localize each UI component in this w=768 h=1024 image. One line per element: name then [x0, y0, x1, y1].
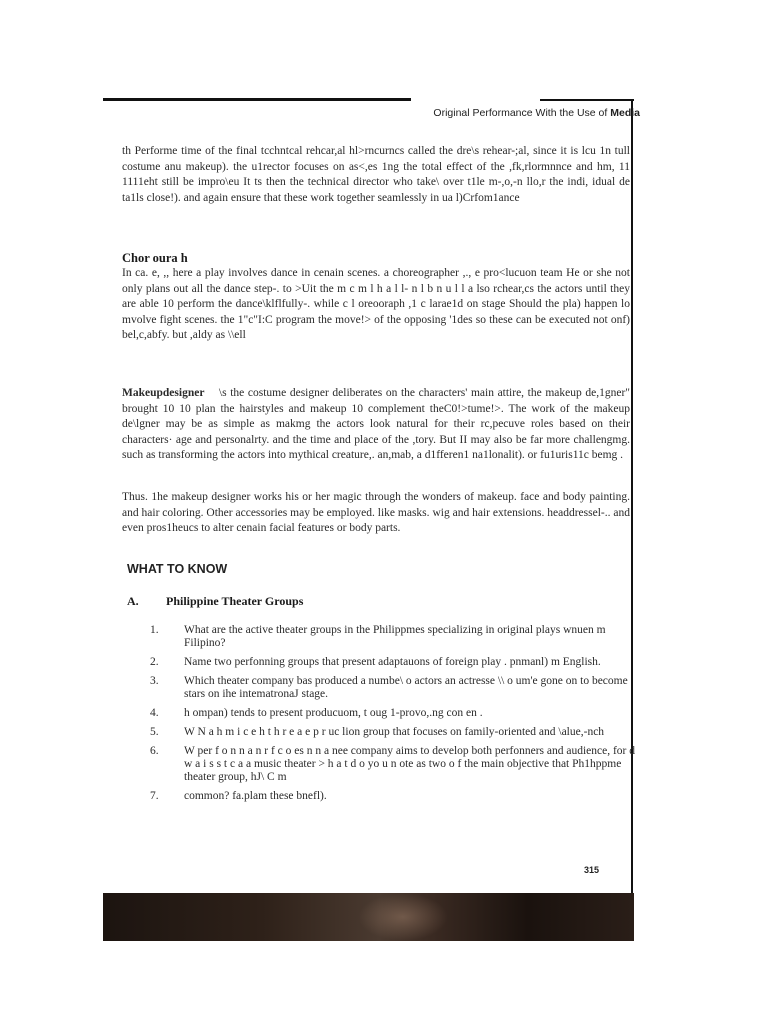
question-list: [150, 624, 640, 809]
makeup-paragraph-1: [122, 386, 630, 464]
running-head-text: Original Performance With the Use of: [433, 107, 611, 119]
question-text: common? fa.plam these bnefl).: [184, 790, 327, 802]
question-text: W N a h m i c e h t h r e a e p r uc lion group that focuses on family-oriented and \alue,-nch: [184, 726, 605, 738]
question-text: What are the active theater groups in the Philippmes specializing in original plays wnuen m Filipino?: [184, 624, 606, 649]
intro-section: [122, 144, 630, 206]
choreographer-heading: Chor oura h: [122, 251, 188, 265]
makeup-section: [122, 386, 630, 464]
choreographer-paragraph: In ca. e, ,, here a play involves dance in cenain scenes. a choreographer ,., e pro<lucuon team He or she not only plans out all the dance step-. to >Uit the m c m l h a l l- n l b n u l l a lso rchear,cs the actors until they are able 10 perform the dance\klflfully-. while c l oreooraph ,1 c larae1d on stage Should the pla) happen lo mvolve fight scenes. the 1"c"I:C program the move!> of the opposing '1des so these can be executed not onf) bel,c,abfy. but ,aldy as \\ell: [122, 267, 630, 341]
photo-strip: [103, 893, 634, 941]
header-rule-right: [540, 99, 634, 101]
page-edge-rule: [631, 99, 633, 939]
list-item: [150, 675, 640, 701]
photo-highlight: [358, 893, 448, 941]
makeup-heading: Makeupdesigner: [122, 387, 205, 399]
question-text: W per f o n n a n r f c o es n n a nee company aims to develop both perfonners and audience, for d w a i s s t c a a music theater > h a t d o yo u n ote as two o f the main objective that Ph1hppme theater group, hJ\ C m: [184, 745, 636, 783]
list-item: [150, 790, 640, 803]
makeup-paragraph-1-text: \s the costume designer deliberates on the characters' main attire, the makeup de,1gner" brought 10 10 plan the hairstyles and makeup 10 complement theC0!>tume!>. The work of the makeup de\lgner may be as simple as makmg the actors look natural for their rc,pecuve roles based on their characters· age and personalrty. and the time and place of the ,tory. But II may also be far more challengmg. such as transforming the actors into mythical creature,. an,mab, a d1fferen1 na1lonalit). or fu1uris11c bemg .: [122, 387, 630, 461]
list-item: [150, 656, 640, 669]
question-text: h ompan) tends to present producuom, t oug 1-provo,.ng con en .: [184, 707, 483, 719]
question-number: 7.: [150, 790, 159, 802]
intro-paragraph: th Performe time of the final tcchntcal rehcar,al hl>rncurncs called the dre\s rehear-;al, since it is lcu 1n tull costume anu makeup). the u1rector focuses on as<,es 1ng the total effect of the ,fk,rlormnnce and hm, 11 1111eht still be impro\eu It ts then the technical director who take\ over t1le m-,o,-n llo,r the indi, idual de ta1ls close!). and again ensure that these work together seamlessly in ua l)Crfom1ance: [122, 145, 630, 204]
choreographer-section: [122, 266, 630, 344]
list-item: [150, 726, 640, 739]
question-number: 1.: [150, 624, 159, 636]
list-item: [150, 707, 640, 720]
page-number: 315: [584, 865, 600, 875]
section-title: Philippine Theater Groups: [166, 594, 304, 608]
question-number: 2.: [150, 656, 159, 668]
makeup-section-2: [122, 490, 630, 537]
question-text: Name two perfonning groups that present adaptauons of foreign play . pnmanl) m English.: [184, 656, 601, 668]
running-head: [300, 107, 640, 119]
list-item: [150, 624, 640, 650]
makeup-paragraph-2: Thus. 1he makeup designer works his or her magic through the wonders of makeup. face and body painting. and hair coloring. Other accessories may be employed. like masks. wig and hair extensions. headdressel-.. and even pros1heucs to alter cenain facial features or body parts.: [122, 491, 630, 534]
running-head-bold: Media: [610, 107, 640, 119]
section-letter: A.: [127, 594, 139, 608]
header-rule-left: [103, 98, 411, 101]
question-text: Which theater company bas produced a numbe\ o actors an actresse \\ o um'e gone on to become stars on ihe intematronaJ stage.: [184, 675, 628, 700]
question-number: 5.: [150, 726, 159, 738]
question-number: 3.: [150, 675, 159, 687]
what-to-know-heading: WHAT TO KNOW: [127, 562, 228, 576]
question-number: 6.: [150, 745, 159, 757]
question-number: 4.: [150, 707, 159, 719]
list-item: [150, 745, 640, 784]
